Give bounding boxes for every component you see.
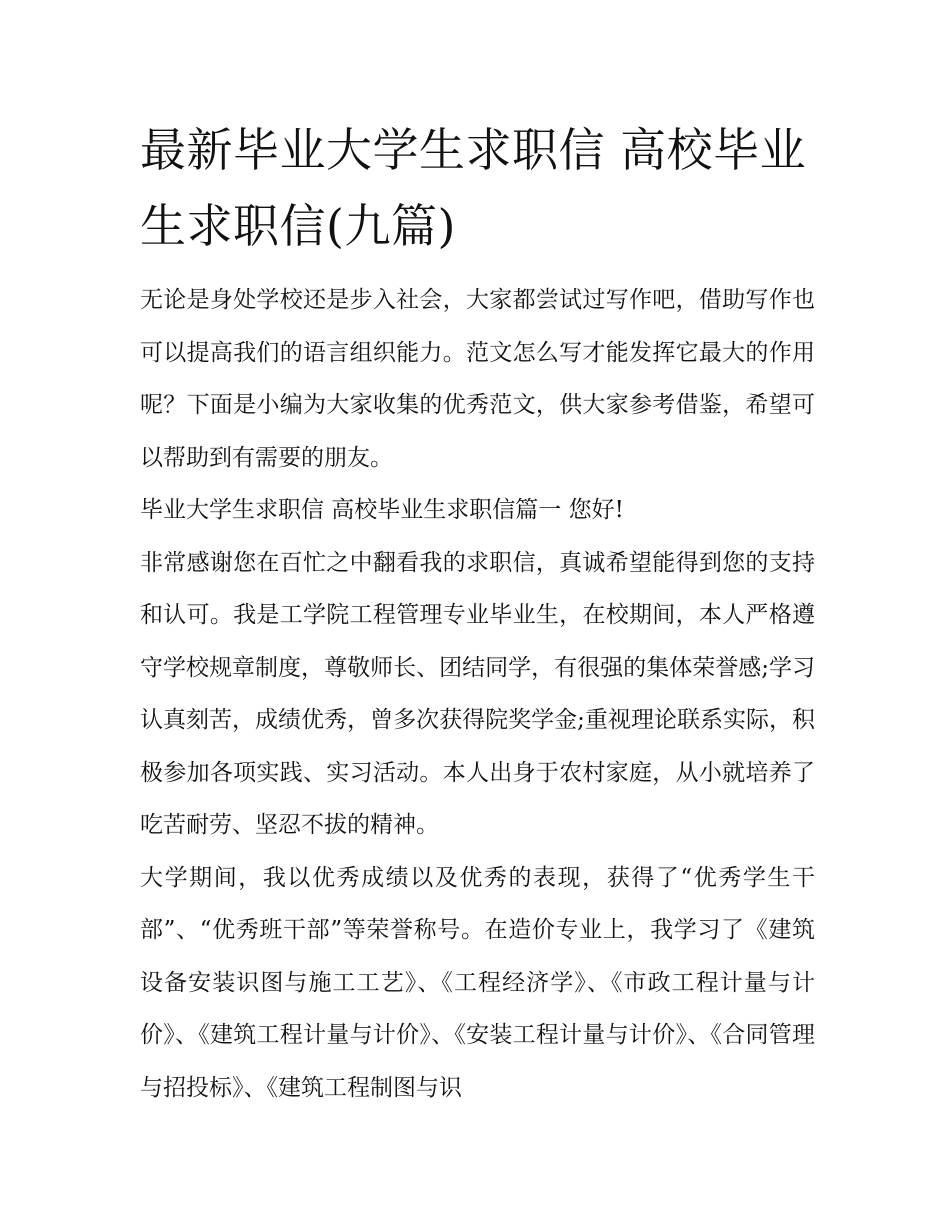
body-paragraph: 大学期间，我以优秀成绩以及优秀的表现，获得了“优秀学生干部”、“优秀班干部”等荣誉称号。在造价专业上，我学习了《建筑设备安装识图与施工工艺》、《工程经济学》、《市政工程计量与计价》、《建筑工程计量与计价》、《安装工程计量与计价》、《合同管理与招投标》、《建筑工程制图与识	[140, 864, 815, 1101]
section-heading: 毕业大学生求职信 高校毕业生求职信篇一 您好!	[140, 497, 624, 523]
body-paragraph: 非常感谢您在百忙之中翻看我的求职信，真诚希望能得到您的支持和认可。我是工学院工程管理专业毕业生，在校期间，本人严格遵守学校规章制度，尊敬师长、团结同学，有很强的集体荣誉感;学习认真刻苦，成绩优秀，曾多次获得院奖学金;重视理论联系实际，积极参加各项实践、实习活动。本人出身于农村家庭，从小就培养了吃苦耐劳、坚忍不拔的精神。	[140, 549, 815, 838]
document-page	[140, 112, 815, 1114]
intro-paragraph: 无论是身处学校还是步入社会，大家都尝试过写作吧，借助写作也可以提高我们的语言组织能力。范文怎么写才能发挥它最大的作用呢？下面是小编为大家收集的优秀范文，供大家参考借鉴，希望可以帮助到有需要的朋友。	[140, 287, 815, 471]
document-title: 最新毕业大学生求职信 高校毕业生求职信(九篇)	[140, 123, 807, 253]
